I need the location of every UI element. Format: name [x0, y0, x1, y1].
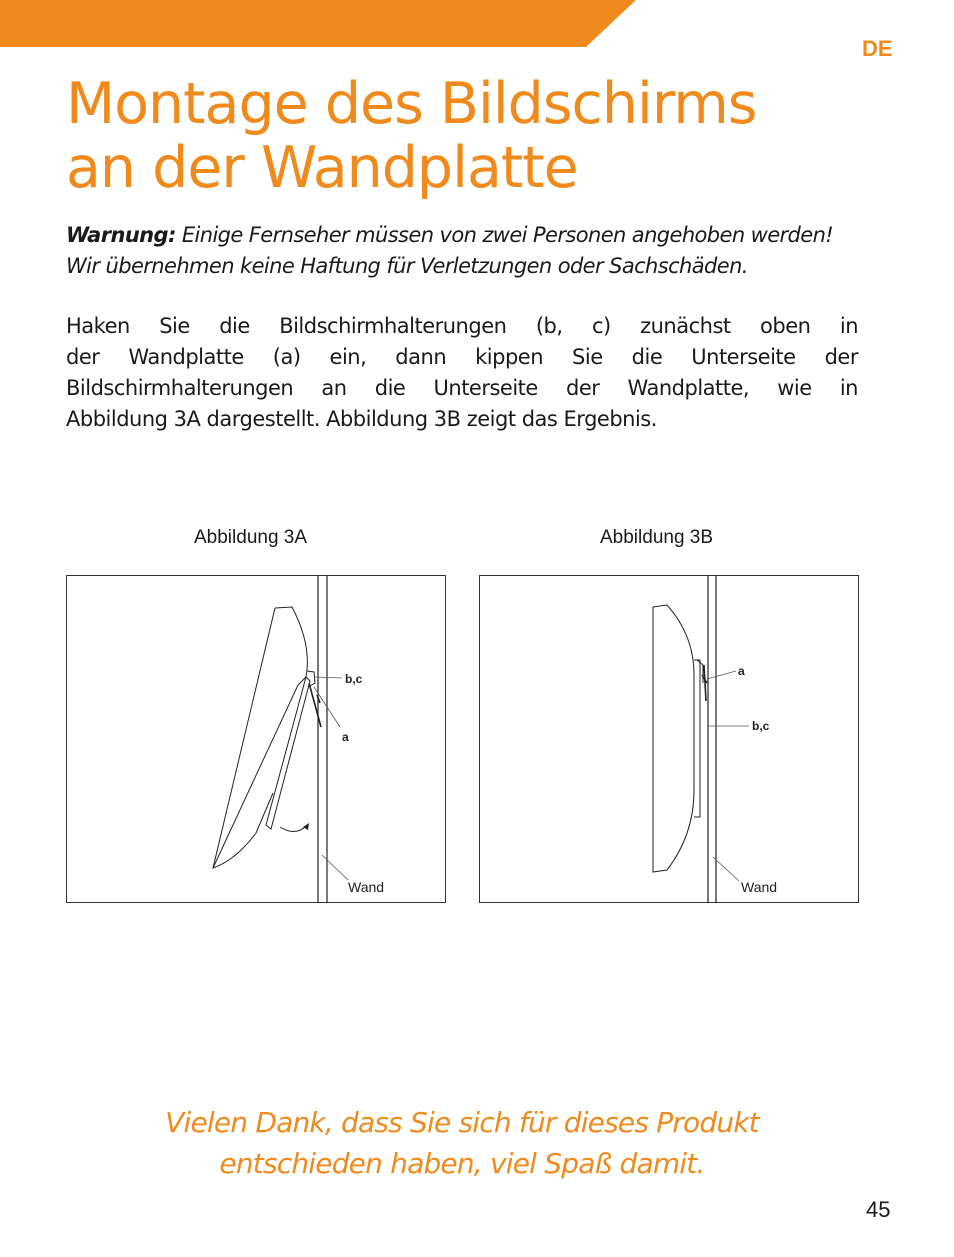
- instructions-line-3: Bildschirmhalterungen an die Unterseite der Wandplatte, wie in: [66, 376, 858, 400]
- language-code: DE: [862, 36, 893, 61]
- figure-3b-caption: Abbildung 3B: [600, 527, 714, 548]
- page-title-line-1: Montage des Bildschirms: [66, 71, 757, 137]
- warning-line-2: Wir übernehmen keine Haftung für Verletzungen oder Sachschäden.: [66, 254, 748, 278]
- figure-3b-diagram: [479, 575, 860, 904]
- page-title: [66, 72, 757, 200]
- closing-line-2: entschieden haben, viel Spaß damit.: [219, 1147, 705, 1180]
- instructions-line-4: Abbildung 3A dargestellt. Abbildung 3B zeigt das Ergebnis.: [66, 407, 657, 431]
- label-a: a: [342, 730, 349, 744]
- warning-line-1-text: Einige Fernseher müssen von zwei Personen angehoben werden!: [175, 223, 834, 247]
- label-a: a: [738, 664, 745, 678]
- label-wall: Wand: [741, 879, 778, 895]
- warning-label: Warnung:: [66, 223, 176, 247]
- page-title-line-2: an der Wandplatte: [66, 135, 578, 201]
- warning-text: [66, 220, 858, 282]
- label-wall: Wand: [348, 879, 385, 895]
- label-bc: b,c: [345, 672, 363, 686]
- instructions-line-2: der Wandplatte (a) ein, dann kippen Sie die Unterseite der: [66, 345, 858, 369]
- closing-message: [0, 1102, 924, 1184]
- label-bc: b,c: [752, 719, 770, 733]
- closing-line-1: Vielen Dank, dass Sie sich für dieses Produkt: [165, 1106, 759, 1139]
- header-band: [0, 0, 640, 50]
- instructions-paragraph: [66, 311, 858, 435]
- figure-3a-diagram: [66, 575, 447, 904]
- warning-line-1: [66, 220, 858, 251]
- figure-3a-caption: Abbildung 3A: [194, 527, 308, 548]
- instructions-line-1: Haken Sie die Bildschirmhalterungen (b, c) zunächst oben in: [66, 314, 858, 338]
- page-number: 45: [866, 1197, 891, 1222]
